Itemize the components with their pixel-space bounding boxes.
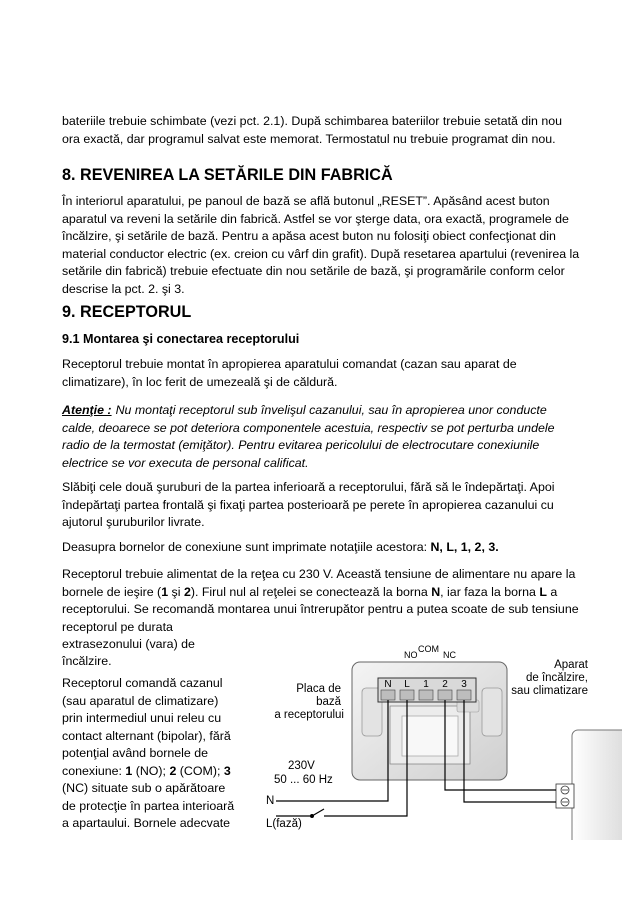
phase-label: L(fază)	[266, 818, 302, 830]
appliance-label-2: de încălzire,	[525, 672, 588, 684]
contact-com-label: COM	[418, 644, 439, 654]
terminal-l-label: L	[404, 679, 410, 690]
terminal-notation-values: N, L, 1, 2, 3.	[430, 540, 499, 554]
wiring-diagram	[262, 640, 622, 840]
frequency-label: 50 ... 60 Hz	[274, 774, 333, 786]
contact-nc-label: NC	[443, 650, 456, 660]
base-plate-label-3: a receptorului	[274, 709, 344, 721]
relay-line: conexiune: 1 (NO); 2 (COM); 3	[62, 763, 231, 778]
terminal-2-label: 2	[442, 679, 448, 690]
warning-paragraph	[62, 402, 582, 472]
power-supply-paragraph: Receptorul trebuie alimentat de la reţea cu 230 V. Această tensiune de alimentare nu apare la bornele de ieşire (1 şi 2). Firul nul al reţelei se conectează la borna N, iar faza la borna L a receptorului. Se recomandă montarea unui întrerupător pentru a putea scoate de sub tensiune receptorul pe durata	[62, 567, 579, 634]
section-9-1-subheading: 9.1 Montarea şi conectarea receptorului	[62, 332, 300, 346]
voltage-label: 230V	[288, 760, 315, 772]
off-season-line-1: extrasezonului (vara) de	[62, 637, 195, 651]
terminal-1-label: 1	[423, 679, 429, 690]
relay-line: potenţial având bornele de	[62, 746, 209, 760]
base-plate-label-2: bază	[316, 696, 341, 708]
section-8-heading: 8. REVENIREA LA SETĂRILE DIN FABRICĂ	[62, 166, 393, 184]
heating-appliance	[556, 730, 622, 840]
relay-line: (NC) situate sub o apărătoare	[62, 781, 226, 795]
terminal-3-label: 3	[461, 679, 467, 690]
relay-line: prin intermediul unui releu cu	[62, 711, 222, 725]
neutral-label: N	[266, 795, 275, 807]
relay-line: (sau aparatul de climatizare)	[62, 693, 219, 708]
relay-line: de protecţie în partea interioară	[62, 798, 235, 813]
relay-line: Receptorul comandă cazanul	[62, 676, 223, 690]
warning-text: Nu montaţi receptorul sub învelişul cazanului, sau în apropierea unor conducte calde, deoarece se pot deteriora componentele acestuia, respectiv se pot perturba undele radio de la termostat (emiţător). Pentru evitarea pericolului de electrocutare conexiunile electrice se vor executa de personal calificat.	[62, 403, 555, 470]
section-8-paragraph: În interiorul aparatului, pe panoul de bază se află butonul „RESET”. Apăsând acest buton aparatul va reveni la setările din fabrică. Astfel se vor şterge data, ora exactă, programele de încălzire, şi setările de bază. Pentru a apăsa acest buton nu folosiţi obiect confecţionat din material conductor electric (ex. creion cu vârf din grafit). După resetarea apartului (revenirea la setările din fabrică) trebuie efectuate din nou setările de bază, şi programările conform celor descrise la pct. 2. şi 3.	[62, 194, 580, 296]
warning-label: Atenţie :	[62, 403, 112, 417]
terminal-n-label: N	[384, 679, 392, 690]
section-9-heading: 9. RECEPTORUL	[62, 303, 192, 321]
receptor-placement-paragraph: Receptorul trebuie montat în apropierea aparatului comandat (cazan sau aparat de climatizare), în loc ferit de umezeală şi de căldură.	[62, 357, 517, 389]
contact-no-label: NO	[404, 650, 418, 660]
terminal-block	[378, 678, 476, 702]
base-plate-label-1: Placa de	[296, 683, 341, 695]
mounting-paragraph: Slăbiţi cele două şuruburi de la partea inferioară a receptorului, fără să le îndepărtaţi. Apoi îndepărtaţi partea frontală şi fixaţi partea posterioară pe perete în apropierea cazanului cu ajutorul şuruburilor livrate.	[62, 480, 555, 529]
relay-line: contact alternant (bipolar), fără	[62, 728, 231, 743]
terminal-notation-paragraph	[62, 539, 582, 557]
off-season-line-2: încălzire.	[62, 654, 112, 668]
appliance-label-3: sau climatizare	[511, 685, 588, 697]
intro-paragraph: bateriile trebuie schimbate (vezi pct. 2.1). După schimbarea bateriilor trebuie setată din nou ora exactă, dar programul salvat este memorat. Termostatul nu trebuie programat din nou.	[62, 114, 563, 146]
terminal-notation-text: Deasupra bornelor de conexiune sunt imprimate notaţiile acestora:	[62, 540, 431, 554]
appliance-label-1: Aparat	[554, 659, 588, 671]
relay-paragraph	[62, 675, 267, 833]
relay-line: a apartaului. Bornele adecvate	[62, 816, 231, 830]
